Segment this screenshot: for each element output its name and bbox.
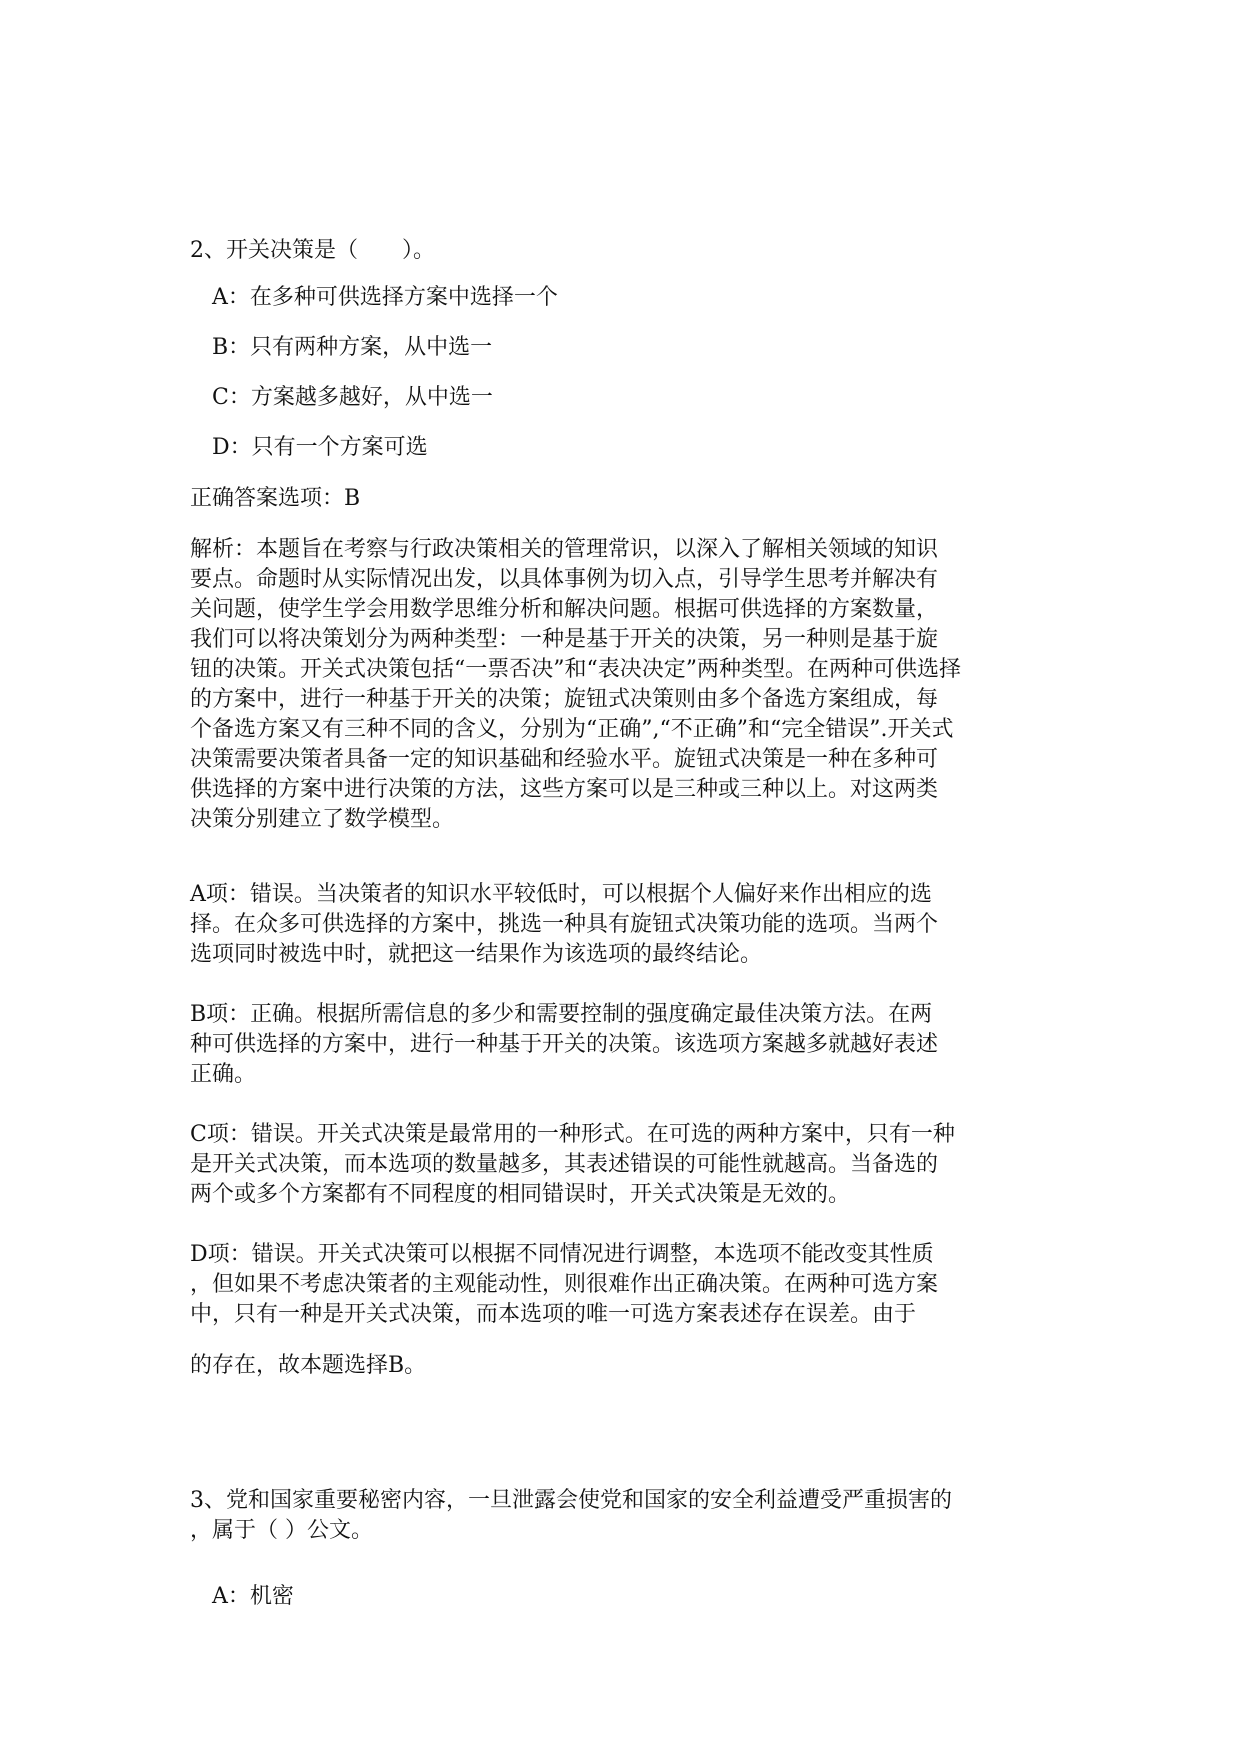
explanation-line: 正确。 [190, 1062, 257, 1087]
question-2-option-a: A：在多种可供选择方案中选择一个 [212, 285, 558, 310]
question-2-analysis [190, 535, 1060, 835]
analysis-line: 的方案中，进行一种基于开关的决策；旋钮式决策则由多个备选方案组成，每 [190, 687, 939, 712]
stem-line: ，属于（ ）公文。 [190, 1518, 373, 1543]
explanation-line: 择。在众多可供选择的方案中，挑选一种具有旋钮式决策功能的选项。当两个 [190, 912, 939, 937]
question-2-option-d: D：只有一个方案可选 [212, 435, 428, 460]
analysis-line: 关问题，使学生学会用数学思维分析和解决问题。根据可供选择的方案数量， [190, 597, 939, 622]
explanation-line: D项：错误。开关式决策可以根据不同情况进行调整，本选项不能改变其性质 [190, 1242, 934, 1267]
question-2-answer: 正确答案选项：B [190, 486, 361, 511]
question-2-option-a-explanation [190, 880, 1060, 970]
analysis-line: 要点。命题时从实际情况出发，以具体事例为切入点，引导学生思考并解决有 [190, 567, 939, 592]
analysis-line: 解析：本题旨在考察与行政决策相关的管理常识，以深入了解相关领域的知识 [190, 537, 939, 562]
question-3-stem [190, 1486, 1060, 1546]
explanation-line: 是开关式决策，而本选项的数量越多，其表述错误的可能性就越高。当备选的 [190, 1152, 939, 1177]
question-2-option-b: B：只有两种方案，从中选一 [212, 335, 493, 360]
question-2-stem: 2、开关决策是（ ）。 [190, 238, 435, 263]
question-2-option-b-explanation [190, 1000, 1060, 1090]
question-3-option-a: A：机密 [212, 1584, 294, 1609]
explanation-line: C项：错误。开关式决策是最常用的一种形式。在可选的两种方案中，只有一种 [190, 1122, 955, 1147]
analysis-line: 决策分别建立了数学模型。 [190, 807, 455, 832]
explanation-line: 选项同时被选中时，就把这一结果作为该选项的最终结论。 [190, 942, 763, 967]
explanation-line: A项：错误。当决策者的知识水平较低时，可以根据个人偏好来作出相应的选 [190, 882, 932, 907]
analysis-line: 个备选方案又有三种不同的含义，分别为“正确”,“不正确”和“完全错误”.开关式 [190, 717, 954, 742]
explanation-line: B项：正确。根据所需信息的多少和需要控制的强度确定最佳决策方法。在两 [190, 1002, 933, 1027]
analysis-line: 供选择的方案中进行决策的方法，这些方案可以是三种或三种以上。对这两类 [190, 777, 939, 802]
analysis-line: 决策需要决策者具备一定的知识基础和经验水平。旋钮式决策是一种在多种可 [190, 747, 939, 772]
question-2-option-d-explanation [190, 1240, 1060, 1330]
explanation-line: 两个或多个方案都有不同程度的相同错误时，开关式决策是无效的。 [190, 1182, 851, 1207]
question-2-option-c-explanation [190, 1120, 1060, 1210]
explanation-line: ，但如果不考虑决策者的主观能动性，则很难作出正确决策。在两种可选方案 [190, 1272, 939, 1297]
stem-line: 3、党和国家重要秘密内容，一旦泄露会使党和国家的安全利益遭受严重损害的 [190, 1488, 952, 1513]
question-2-conclusion: 的存在，故本题选择B。 [190, 1353, 427, 1378]
analysis-line: 我们可以将决策划分为两种类型：一种是基于开关的决策，另一种则是基于旋 [190, 627, 939, 652]
explanation-line: 中，只有一种是开关式决策，而本选项的唯一可选方案表述存在误差。由于 [190, 1302, 917, 1327]
explanation-line: 种可供选择的方案中，进行一种基于开关的决策。该选项方案越多就越好表述 [190, 1032, 939, 1057]
analysis-line: 钮的决策。开关式决策包括“一票否决”和“表决决定”两种类型。在两种可供选择 [190, 657, 961, 682]
question-2-option-c: C：方案越多越好，从中选一 [212, 385, 493, 410]
